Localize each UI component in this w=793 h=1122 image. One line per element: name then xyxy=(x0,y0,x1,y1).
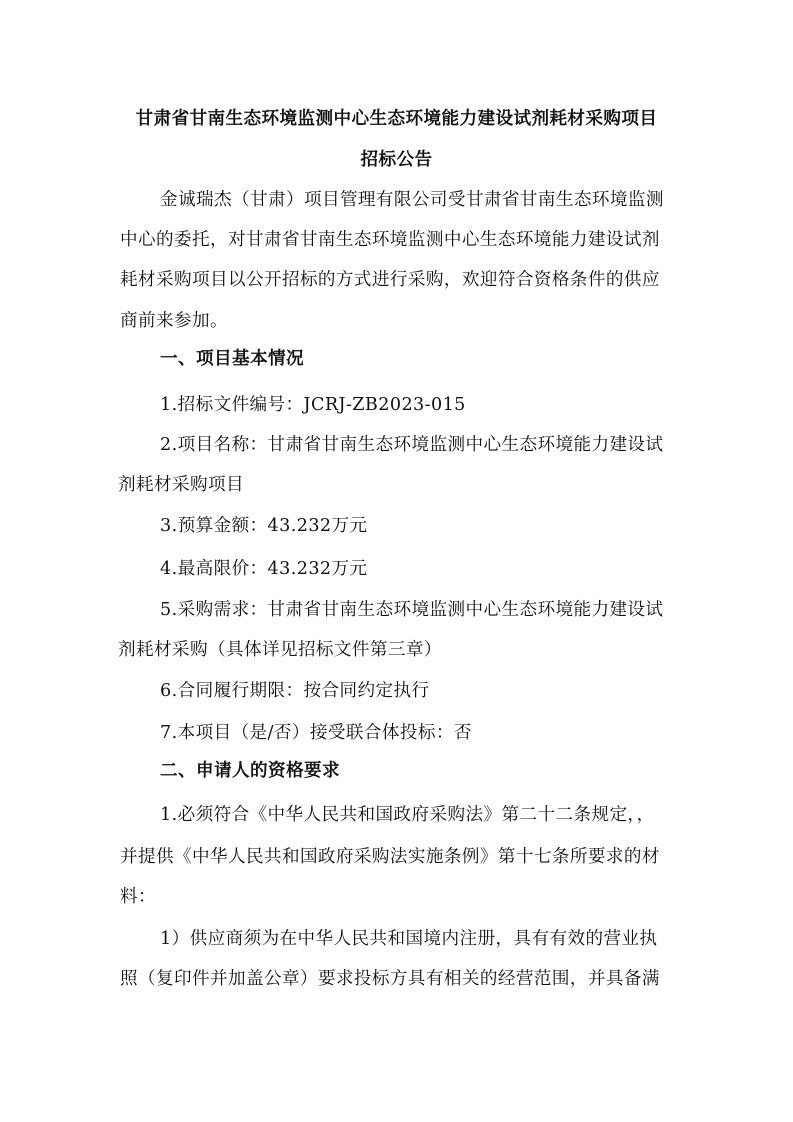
section-heading: 二、申请人的资格要求 xyxy=(160,761,340,781)
list-item: 4.最高限价：43.232万元 xyxy=(160,559,368,579)
list-item: 1.招标文件编号：JCRJ-ZB2023-015 xyxy=(160,395,466,415)
document-subtitle: 招标公告 xyxy=(360,150,433,170)
paragraph-line: 照（复印件并加盖公章）要求投标方具有相关的经营范围，并具备满 xyxy=(120,969,660,989)
intro-line: 中心的委托，对甘肃省甘南生态环境监测中心生态环境能力建设试剂 xyxy=(120,230,660,250)
section-heading: 一、项目基本情况 xyxy=(160,349,304,369)
list-item: 3.预算金额：43.232万元 xyxy=(160,516,368,536)
paragraph-line: 料： xyxy=(120,887,156,907)
paragraph-line: 1）供应商须为在中华人民共和国境内注册，具有有效的营业执 xyxy=(160,929,658,949)
document-title: 甘肃省甘南生态环境监测中心生态环境能力建设试剂耗材采购项目 xyxy=(135,109,658,129)
list-item-continuation: 剂耗材采购（具体详见招标文件第三章） xyxy=(118,640,442,660)
list-item-continuation: 剂耗材采购项目 xyxy=(118,475,244,495)
paragraph-line: 1.必须符合《中华人民共和国政府采购法》第二十二条规定，， xyxy=(160,805,655,825)
intro-line: 金诚瑞杰（甘肃）项目管理有限公司受甘肃省甘南生态环境监测 xyxy=(160,190,664,210)
list-item: 2.项目名称：甘肃省甘南生态环境监测中心生态环境能力建设试 xyxy=(160,435,664,455)
list-item: 7.本项目（是/否）接受联合体投标：否 xyxy=(160,723,472,743)
paragraph-line: 并提供《中华人民共和国政府采购法实施条例》第十七条所要求的材 xyxy=(120,847,660,867)
intro-line: 商前来参加。 xyxy=(120,311,228,331)
list-item: 5.采购需求：甘肃省甘南生态环境监测中心生态环境能力建设试 xyxy=(160,600,664,620)
list-item: 6.合同履行期限：按合同约定执行 xyxy=(160,681,430,701)
intro-line: 耗材采购项目以公开招标的方式进行采购，欢迎符合资格条件的供应 xyxy=(120,270,660,290)
